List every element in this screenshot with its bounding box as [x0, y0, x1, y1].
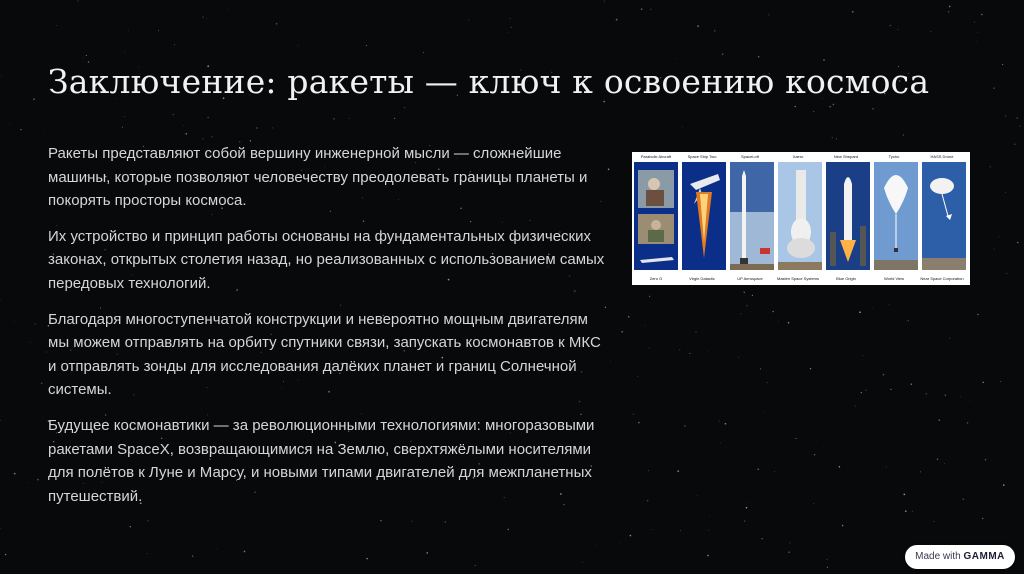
figure-column-xaero: [778, 162, 822, 270]
figure-column-spaceloft: [730, 162, 774, 270]
figure-column-caption: World View: [883, 276, 905, 281]
paragraph-1: Ракеты представляют собой вершину инженерной мысли — сложнейшие машины, которые позволяют человечеству преодолевать границы планеты и покорять просторы космоса.: [48, 145, 588, 210]
figure-column-hass-drone: [922, 162, 966, 270]
figure-column-title: Space Ship Two: [687, 154, 717, 159]
paragraph-3: Благодаря многоступенчатой конструкции и невероятно мощным двигателям мы можем отправлять на орбиту спутники связи, запускать космонавтов к МКС и отправлять зонды для исследования далёких планет и границ Солнечной системы.: [48, 310, 601, 399]
figure-column-title: HASS Drone: [930, 154, 954, 159]
figure-column-title: Xaero: [792, 154, 804, 159]
figure-column-new-shepard: [826, 162, 870, 270]
figure-column-caption: Virgin Galactic: [689, 276, 715, 281]
suborbital-vehicles-image: [632, 152, 970, 285]
paragraph-4: Будущее космонавтики — за революционными технологиями: многоразовыми ракетами SpaceX, возвращающимися на Землю, сверхтяжёлыми носителями для полётов к Луне и Марсу, и новыми типами двигателей для межпланетных путешествий.: [48, 416, 595, 505]
figure-column-title: SpaceLoft: [740, 154, 759, 159]
figure-column-tycho: [874, 162, 918, 270]
figure-column-title: New Shepard: [833, 154, 859, 159]
figure-column-caption: Zero G: [649, 276, 663, 281]
slide-body: [48, 142, 608, 520]
badge-prefix: Made with: [915, 551, 961, 562]
figure-column-caption: Masten Space Systems: [776, 276, 820, 281]
slide-title: Заключение: ракеты — ключ к освоению космоса: [48, 62, 930, 101]
figure-column-title: Tycho: [888, 154, 900, 159]
figure-column-aircraft: [634, 162, 678, 270]
made-with-gamma-badge[interactable]: [905, 545, 1015, 569]
gamma-logo: GAMMA: [963, 551, 1005, 562]
figure-column-caption: Blue Origin: [836, 276, 856, 281]
figure-column-caption: Near Space Corporation: [920, 276, 964, 281]
figure-column-spaceship: [682, 162, 726, 270]
figure-column-title: Parabolic Aircraft: [640, 154, 672, 159]
figure-column-caption: UP Aerospace: [737, 276, 763, 281]
paragraph-2: Их устройство и принцип работы основаны на фундаментальных физических законах, открытых столетия назад, но реализованных с использованием самых передовых технологий.: [48, 227, 605, 292]
